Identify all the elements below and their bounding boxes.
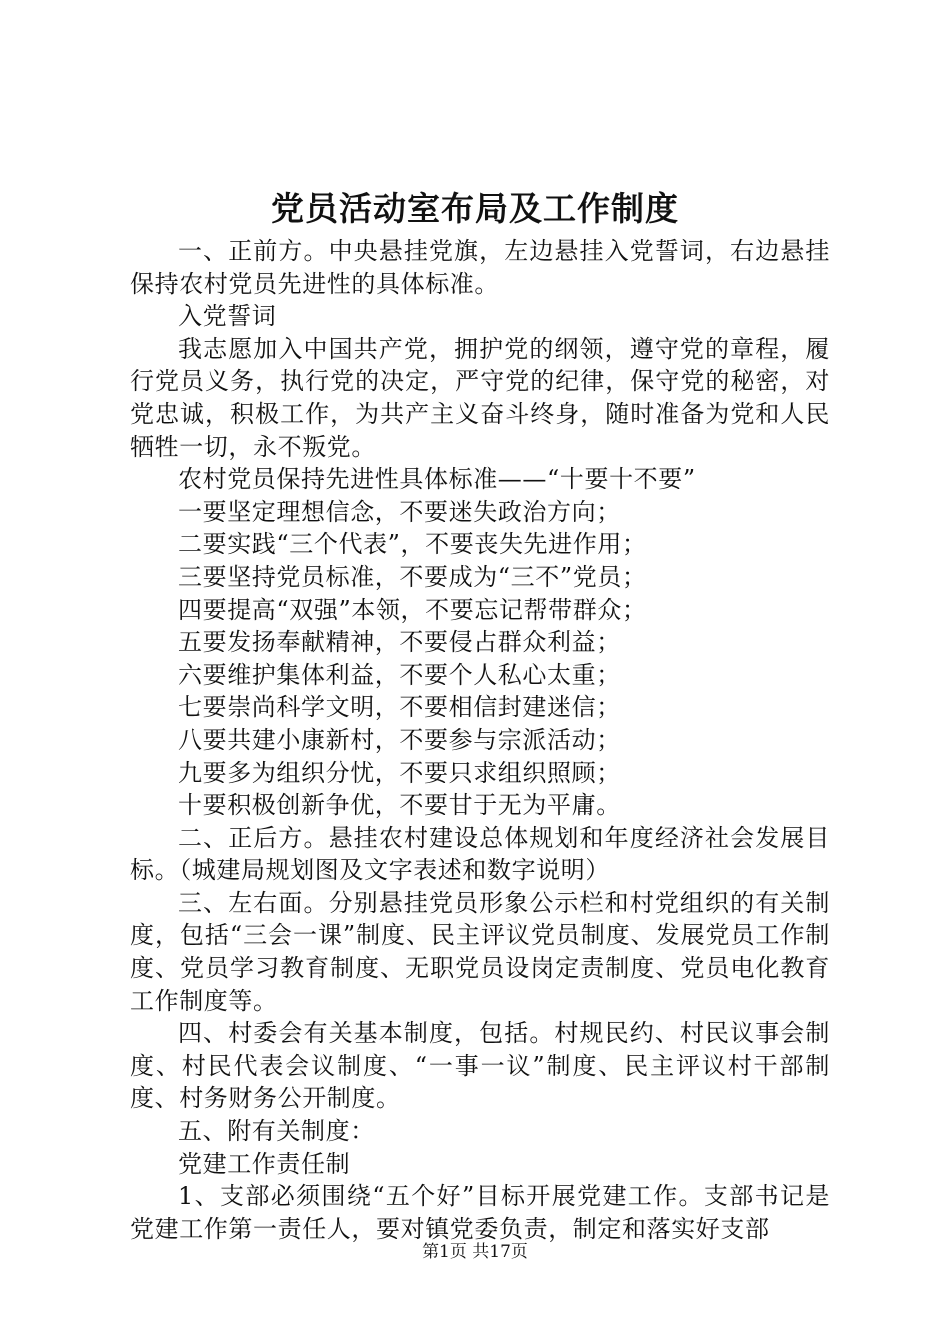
page-number: 第1页 共17页 <box>422 1242 528 1262</box>
heading-oath: 入党誓词 <box>178 302 277 331</box>
list-item: 六要维护集体利益，不要个人私心太重； <box>178 660 621 689</box>
list-item: 一要坚定理想信念，不要迷失政治方向； <box>178 497 621 526</box>
paragraph-appendix: 五、附有关制度： <box>178 1117 375 1146</box>
document-title: 党员活动室布局及工作制度 <box>271 189 679 228</box>
paragraph-front-wall: 一、正前方。中央悬挂党旗，左边悬挂入党誓词，右边悬挂保持农村党员先进性的具体标准。 <box>130 237 830 298</box>
paragraph-side-walls: 三、左右面。分别悬挂党员形象公示栏和村党组织的有关制度，包括“三会一课”制度、民主评议党员制度、发展党员工作制度、党员学习教育制度、无职党员设岗定责制度、党员电化教育工作制度等。 <box>130 888 830 1015</box>
list-item: 七要崇尚科学文明，不要相信封建迷信； <box>178 693 621 722</box>
paragraph-responsibility-1: 1、支部必须围绕“五个好”目标开展党建工作。支部书记是党建工作第一责任人，要对镇党委负责，制定和落实好支部 <box>130 1182 830 1243</box>
list-item: 三要坚持党员标准，不要成为“三不”党员； <box>178 562 647 591</box>
paragraph-village-committee: 四、村委会有关基本制度，包括。村规民约、村民议事会制度、村民代表会议制度、“一事一议”制度、民主评议村干部制度、村务财务公开制度。 <box>130 1019 830 1113</box>
list-item: 五要发扬奉献精神，不要侵占群众利益； <box>178 628 621 657</box>
heading-standards: 农村党员保持先进性具体标准——“十要十不要” <box>178 465 696 494</box>
paragraph-back-wall: 二、正后方。悬挂农村建设总体规划和年度经济社会发展目标。（城建局规划图及文字表述和数字说明） <box>130 823 830 885</box>
list-item: 八要共建小康新村，不要参与宗派活动； <box>178 725 621 754</box>
list-item: 九要多为组织分忧，不要只求组织照顾； <box>178 758 621 787</box>
paragraph-oath-text: 我志愿加入中国共产党，拥护党的纲领，遵守党的章程，履行党员义务，执行党的决定，严守党的纪律，保守党的秘密，对党忠诚，积极工作，为共产主义奋斗终身，随时准备为党和人民牺牲一切，永不叛党。 <box>130 334 830 461</box>
list-item: 二要实践“三个代表”，不要丧失先进作用； <box>178 530 647 559</box>
list-item: 十要积极创新争优，不要甘于无为平庸。 <box>178 791 621 820</box>
list-item: 四要提高“双强”本领，不要忘记帮带群众； <box>178 595 647 624</box>
document-body <box>130 235 830 1245</box>
heading-responsibility: 党建工作责任制 <box>178 1149 351 1178</box>
